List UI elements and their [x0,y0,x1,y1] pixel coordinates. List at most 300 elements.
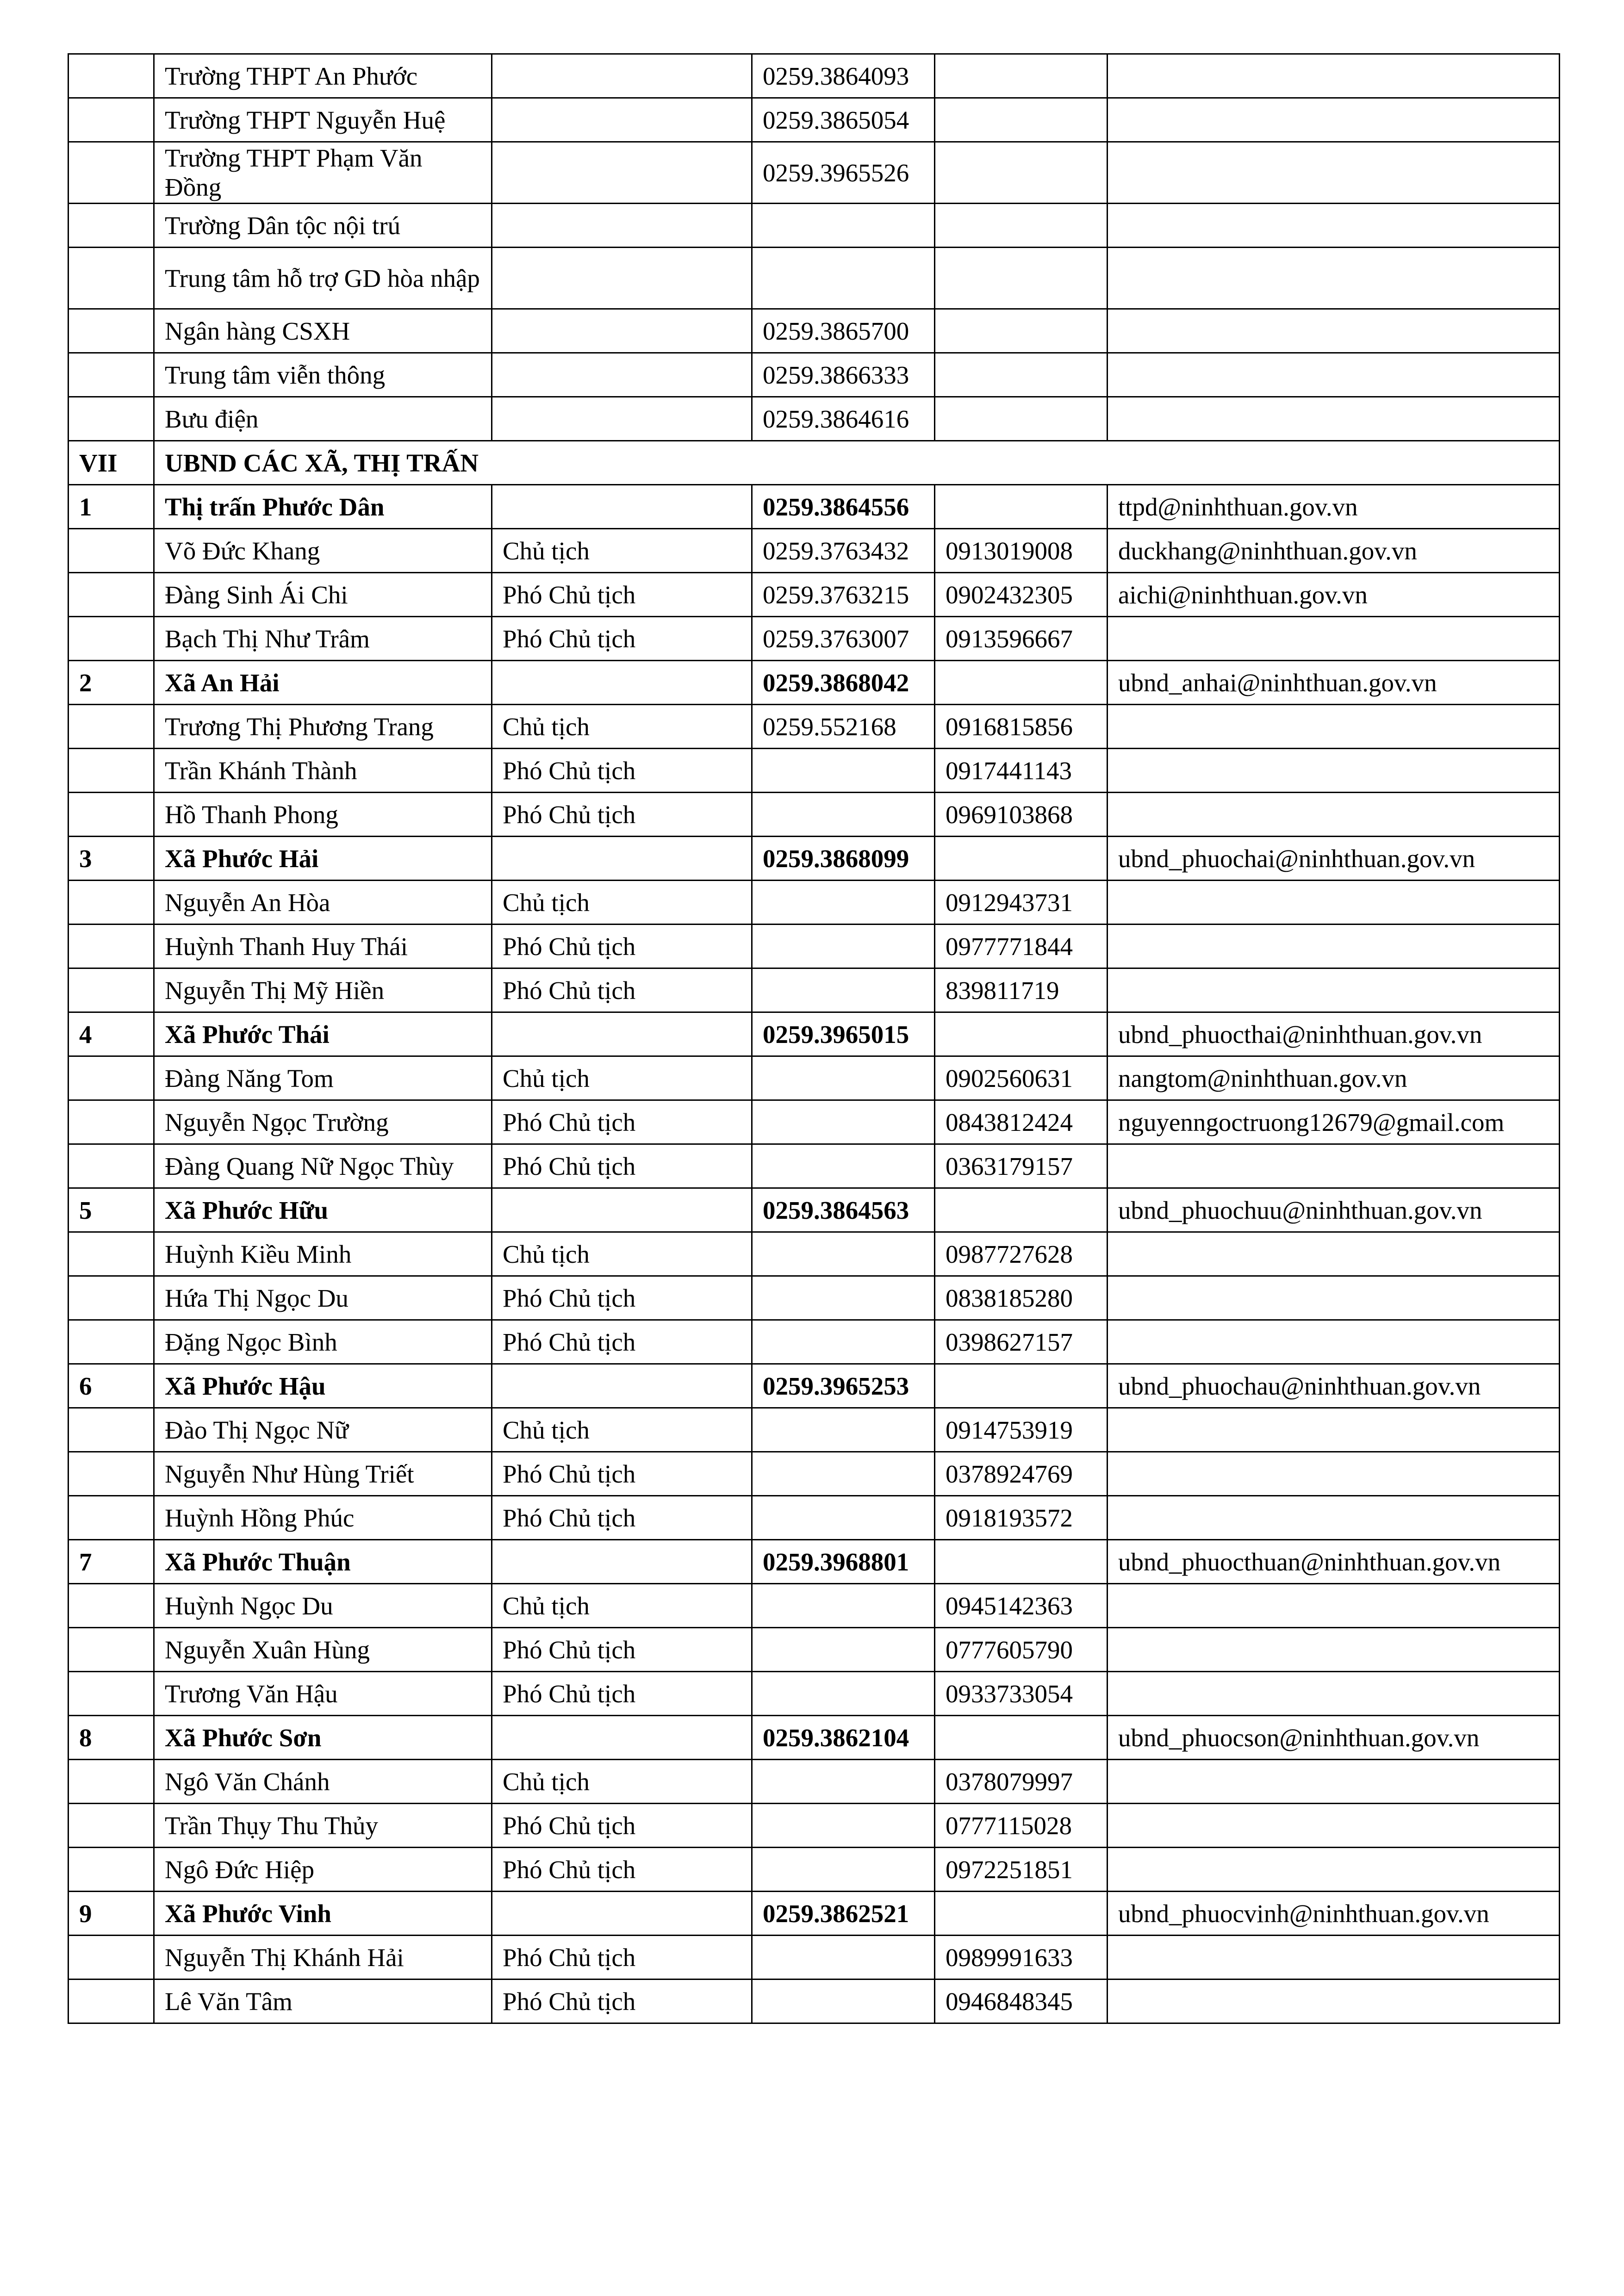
mobile-phone-cell [935,309,1108,353]
office-phone-cell: 0259.3865700 [752,309,935,353]
organization-name-cell: Trường THPT An Phước [154,54,492,98]
member-name-cell: Bạch Thị Như Trâm [154,617,492,661]
unit-email-cell: ttpd@ninhthuan.gov.vn [1108,485,1560,529]
row-index-cell [68,1672,154,1716]
unit-number-cell: 8 [68,1716,154,1760]
unit-phone-cell: 0259.3968801 [752,1540,935,1584]
row-index-cell [68,54,154,98]
organization-name-cell: Trung tâm hỗ trợ GD hòa nhập [154,248,492,309]
row-index-cell [68,1496,154,1540]
member-office-phone-cell: 0259.3763215 [752,573,935,617]
member-role-cell: Phó Chủ tịch [492,1144,752,1188]
row-index-cell [68,749,154,793]
position-cell [492,1188,752,1232]
unit-number-cell: 5 [68,1188,154,1232]
member-row [68,1452,1560,1496]
email-cell [1108,248,1560,309]
unit-name-cell: Xã Phước Hải [154,837,492,881]
member-email-cell [1108,881,1560,925]
row-index-cell [68,1760,154,1804]
row-index-cell [68,617,154,661]
unit-name-cell: Xã Phước Hữu [154,1188,492,1232]
member-row [68,793,1560,837]
member-name-cell: Trương Văn Hậu [154,1672,492,1716]
member-office-phone-cell [752,1936,935,1980]
table-row [68,204,1560,248]
member-office-phone-cell [752,1672,935,1716]
member-name-cell: Ngô Đức Hiệp [154,1848,492,1892]
row-index-cell [68,1144,154,1188]
member-email-cell [1108,1408,1560,1452]
member-name-cell: Đàng Năng Tom [154,1056,492,1100]
position-cell [492,661,752,705]
member-office-phone-cell [752,1980,935,2023]
unit-header-row [68,1012,1560,1056]
member-email-cell: nangtom@ninhthuan.gov.vn [1108,1056,1560,1100]
mobile-phone-cell [935,1892,1108,1936]
section-title-cell: UBND CÁC XÃ, THỊ TRẤN [154,441,1560,485]
member-role-cell: Phó Chủ tịch [492,1496,752,1540]
member-email-cell [1108,1804,1560,1848]
row-index-cell [68,397,154,441]
member-row [68,529,1560,573]
member-name-cell: Hứa Thị Ngọc Du [154,1276,492,1320]
member-role-cell: Phó Chủ tịch [492,749,752,793]
member-name-cell: Nguyễn Xuân Hùng [154,1628,492,1672]
position-cell [492,837,752,881]
member-role-cell: Chủ tịch [492,1056,752,1100]
position-cell [492,1364,752,1408]
mobile-phone-cell [935,485,1108,529]
unit-phone-cell: 0259.3862104 [752,1716,935,1760]
member-mobile-cell: 0363179157 [935,1144,1108,1188]
row-index-cell [68,1584,154,1628]
member-office-phone-cell [752,968,935,1012]
member-row [68,1936,1560,1980]
member-office-phone-cell: 0259.3763007 [752,617,935,661]
member-email-cell [1108,705,1560,749]
unit-name-cell: Xã Phước Hậu [154,1364,492,1408]
member-mobile-cell: 0946848345 [935,1980,1108,2023]
member-row [68,1496,1560,1540]
mobile-phone-cell [935,54,1108,98]
mobile-phone-cell [935,1364,1108,1408]
position-cell [492,485,752,529]
mobile-phone-cell [935,1716,1108,1760]
member-role-cell: Phó Chủ tịch [492,1100,752,1144]
unit-header-row [68,1188,1560,1232]
member-mobile-cell: 0378924769 [935,1452,1108,1496]
member-row [68,705,1560,749]
member-email-cell: nguyenngoctruong12679@gmail.com [1108,1100,1560,1144]
member-role-cell: Phó Chủ tịch [492,925,752,968]
member-name-cell: Trần Thụy Thu Thủy [154,1804,492,1848]
member-name-cell: Huỳnh Kiều Minh [154,1232,492,1276]
member-email-cell [1108,1496,1560,1540]
table-row [68,142,1560,204]
unit-name-cell: Thị trấn Phước Dân [154,485,492,529]
unit-number-cell: 6 [68,1364,154,1408]
member-name-cell: Huỳnh Thanh Huy Thái [154,925,492,968]
row-index-cell [68,925,154,968]
unit-phone-cell: 0259.3868042 [752,661,935,705]
member-name-cell: Võ Đức Khang [154,529,492,573]
member-role-cell: Phó Chủ tịch [492,573,752,617]
unit-name-cell: Xã Phước Thái [154,1012,492,1056]
office-phone-cell: 0259.3965526 [752,142,935,204]
member-office-phone-cell [752,881,935,925]
member-mobile-cell: 0914753919 [935,1408,1108,1452]
row-index-cell [68,1936,154,1980]
member-name-cell: Trương Thị Phương Trang [154,705,492,749]
email-cell [1108,204,1560,248]
member-role-cell: Chủ tịch [492,1760,752,1804]
member-row [68,1100,1560,1144]
member-role-cell: Phó Chủ tịch [492,1804,752,1848]
member-role-cell: Phó Chủ tịch [492,1276,752,1320]
member-row [68,1584,1560,1628]
member-role-cell: Phó Chủ tịch [492,1936,752,1980]
member-office-phone-cell: 0259.3763432 [752,529,935,573]
member-mobile-cell: 0913019008 [935,529,1108,573]
member-role-cell: Chủ tịch [492,705,752,749]
member-name-cell: Ngô Văn Chánh [154,1760,492,1804]
member-role-cell: Phó Chủ tịch [492,617,752,661]
row-index-cell [68,968,154,1012]
table-row [68,353,1560,397]
unit-email-cell: ubnd_anhai@ninhthuan.gov.vn [1108,661,1560,705]
member-email-cell [1108,1144,1560,1188]
member-mobile-cell: 0987727628 [935,1232,1108,1276]
organization-name-cell: Trường Dân tộc nội trú [154,204,492,248]
member-row [68,925,1560,968]
member-office-phone-cell [752,1452,935,1496]
member-name-cell: Huỳnh Hồng Phúc [154,1496,492,1540]
member-mobile-cell: 839811719 [935,968,1108,1012]
member-row [68,1408,1560,1452]
member-mobile-cell: 0777115028 [935,1804,1108,1848]
member-email-cell [1108,1320,1560,1364]
section-index-cell: VII [68,441,154,485]
unit-email-cell: ubnd_phuocvinh@ninhthuan.gov.vn [1108,1892,1560,1936]
member-office-phone-cell [752,1056,935,1100]
directory-table [68,53,1560,2024]
unit-header-row [68,1716,1560,1760]
member-row [68,1628,1560,1672]
table-row [68,54,1560,98]
row-index-cell [68,1804,154,1848]
mobile-phone-cell [935,204,1108,248]
row-index-cell [68,142,154,204]
table-row [68,98,1560,142]
unit-header-row [68,1892,1560,1936]
member-email-cell [1108,968,1560,1012]
mobile-phone-cell [935,98,1108,142]
member-name-cell: Đặng Ngọc Bình [154,1320,492,1364]
member-email-cell [1108,1760,1560,1804]
section-header-row [68,441,1560,485]
member-office-phone-cell [752,1320,935,1364]
unit-header-row [68,661,1560,705]
unit-name-cell: Xã An Hải [154,661,492,705]
member-name-cell: Đàng Sinh Ái Chi [154,573,492,617]
member-name-cell: Đàng Quang Nữ Ngọc Thùy [154,1144,492,1188]
member-role-cell: Phó Chủ tịch [492,1320,752,1364]
position-cell [492,204,752,248]
member-email-cell [1108,793,1560,837]
row-index-cell [68,98,154,142]
member-row [68,1232,1560,1276]
mobile-phone-cell [935,1012,1108,1056]
mobile-phone-cell [935,1540,1108,1584]
unit-number-cell: 4 [68,1012,154,1056]
member-mobile-cell: 0777605790 [935,1628,1108,1672]
member-row [68,1980,1560,2023]
organization-name-cell: Bưu điện [154,397,492,441]
member-email-cell [1108,1452,1560,1496]
member-mobile-cell: 0918193572 [935,1496,1108,1540]
member-row [68,1672,1560,1716]
row-index-cell [68,1848,154,1892]
row-index-cell [68,1100,154,1144]
unit-email-cell: ubnd_phuocson@ninhthuan.gov.vn [1108,1716,1560,1760]
member-role-cell: Chủ tịch [492,881,752,925]
organization-name-cell: Trường THPT Nguyễn Huệ [154,98,492,142]
member-mobile-cell: 0902432305 [935,573,1108,617]
member-mobile-cell: 0933733054 [935,1672,1108,1716]
mobile-phone-cell [935,1188,1108,1232]
unit-phone-cell: 0259.3864556 [752,485,935,529]
member-mobile-cell: 0912943731 [935,881,1108,925]
position-cell [492,142,752,204]
office-phone-cell: 0259.3866333 [752,353,935,397]
unit-number-cell: 9 [68,1892,154,1936]
member-name-cell: Nguyễn Thị Mỹ Hiền [154,968,492,1012]
row-index-cell [68,1056,154,1100]
row-index-cell [68,573,154,617]
unit-email-cell: ubnd_phuocthuan@ninhthuan.gov.vn [1108,1540,1560,1584]
member-email-cell: aichi@ninhthuan.gov.vn [1108,573,1560,617]
member-office-phone-cell [752,1804,935,1848]
mobile-phone-cell [935,397,1108,441]
member-row [68,749,1560,793]
member-email-cell [1108,1936,1560,1980]
row-index-cell [68,204,154,248]
member-name-cell: Đào Thị Ngọc Nữ [154,1408,492,1452]
member-role-cell: Phó Chủ tịch [492,1980,752,2023]
unit-phone-cell: 0259.3862521 [752,1892,935,1936]
member-email-cell [1108,1276,1560,1320]
member-mobile-cell: 0838185280 [935,1276,1108,1320]
member-name-cell: Lê Văn Tâm [154,1980,492,2023]
member-name-cell: Nguyễn Thị Khánh Hải [154,1936,492,1980]
member-office-phone-cell [752,1496,935,1540]
office-phone-cell [752,204,935,248]
email-cell [1108,309,1560,353]
member-row [68,1848,1560,1892]
member-mobile-cell: 0843812424 [935,1100,1108,1144]
unit-number-cell: 1 [68,485,154,529]
member-email-cell [1108,925,1560,968]
member-row [68,1320,1560,1364]
mobile-phone-cell [935,837,1108,881]
member-email-cell [1108,1980,1560,2023]
member-name-cell: Trần Khánh Thành [154,749,492,793]
member-row [68,1144,1560,1188]
member-role-cell: Phó Chủ tịch [492,1452,752,1496]
member-role-cell: Phó Chủ tịch [492,1848,752,1892]
member-role-cell: Phó Chủ tịch [492,1672,752,1716]
unit-header-row [68,1364,1560,1408]
mobile-phone-cell [935,661,1108,705]
mobile-phone-cell [935,353,1108,397]
mobile-phone-cell [935,248,1108,309]
row-index-cell [68,1980,154,2023]
email-cell [1108,54,1560,98]
unit-number-cell: 2 [68,661,154,705]
member-name-cell: Nguyễn Ngọc Trường [154,1100,492,1144]
member-row [68,1276,1560,1320]
unit-phone-cell: 0259.3965015 [752,1012,935,1056]
organization-name-cell: Ngân hàng CSXH [154,309,492,353]
member-role-cell: Chủ tịch [492,1408,752,1452]
email-cell [1108,397,1560,441]
member-email-cell [1108,749,1560,793]
member-office-phone-cell [752,1144,935,1188]
unit-number-cell: 3 [68,837,154,881]
email-cell [1108,142,1560,204]
position-cell [492,1892,752,1936]
unit-name-cell: Xã Phước Vinh [154,1892,492,1936]
unit-email-cell: ubnd_phuochai@ninhthuan.gov.vn [1108,837,1560,881]
member-role-cell: Chủ tịch [492,1232,752,1276]
position-cell [492,98,752,142]
member-office-phone-cell: 0259.552168 [752,705,935,749]
member-role-cell: Phó Chủ tịch [492,793,752,837]
member-mobile-cell: 0378079997 [935,1760,1108,1804]
office-phone-cell [752,248,935,309]
position-cell [492,353,752,397]
row-index-cell [68,793,154,837]
position-cell [492,248,752,309]
unit-name-cell: Xã Phước Thuận [154,1540,492,1584]
mobile-phone-cell [935,142,1108,204]
position-cell [492,1716,752,1760]
unit-email-cell: ubnd_phuochau@ninhthuan.gov.vn [1108,1364,1560,1408]
row-index-cell [68,881,154,925]
office-phone-cell: 0259.3864093 [752,54,935,98]
member-mobile-cell: 0398627157 [935,1320,1108,1364]
unit-header-row [68,837,1560,881]
row-index-cell [68,1320,154,1364]
member-row [68,1056,1560,1100]
directory-table-body [68,54,1560,2023]
member-row [68,1804,1560,1848]
member-email-cell [1108,1672,1560,1716]
unit-header-row [68,485,1560,529]
email-cell [1108,98,1560,142]
member-email-cell [1108,1584,1560,1628]
row-index-cell [68,529,154,573]
member-role-cell: Chủ tịch [492,529,752,573]
member-role-cell: Phó Chủ tịch [492,968,752,1012]
position-cell [492,309,752,353]
member-office-phone-cell [752,749,935,793]
row-index-cell [68,1628,154,1672]
position-cell [492,1540,752,1584]
position-cell [492,1012,752,1056]
member-office-phone-cell [752,793,935,837]
row-index-cell [68,705,154,749]
member-mobile-cell: 0972251851 [935,1848,1108,1892]
row-index-cell [68,1276,154,1320]
member-row [68,968,1560,1012]
member-office-phone-cell [752,1232,935,1276]
member-mobile-cell: 0913596667 [935,617,1108,661]
member-mobile-cell: 0945142363 [935,1584,1108,1628]
organization-name-cell: Trường THPT Phạm Văn Đồng [154,142,492,204]
member-office-phone-cell [752,1276,935,1320]
table-row [68,397,1560,441]
member-role-cell: Phó Chủ tịch [492,1628,752,1672]
member-name-cell: Nguyễn Như Hùng Triết [154,1452,492,1496]
member-office-phone-cell [752,1100,935,1144]
unit-email-cell: ubnd_phuochuu@ninhthuan.gov.vn [1108,1188,1560,1232]
table-row [68,309,1560,353]
member-name-cell: Hồ Thanh Phong [154,793,492,837]
member-email-cell [1108,1232,1560,1276]
position-cell [492,54,752,98]
member-row [68,573,1560,617]
member-row [68,881,1560,925]
member-mobile-cell: 0977771844 [935,925,1108,968]
member-email-cell [1108,1628,1560,1672]
office-phone-cell: 0259.3864616 [752,397,935,441]
position-cell [492,397,752,441]
email-cell [1108,353,1560,397]
member-office-phone-cell [752,1408,935,1452]
unit-phone-cell: 0259.3868099 [752,837,935,881]
row-index-cell [68,1232,154,1276]
unit-number-cell: 7 [68,1540,154,1584]
unit-email-cell: ubnd_phuocthai@ninhthuan.gov.vn [1108,1012,1560,1056]
member-name-cell: Nguyễn An Hòa [154,881,492,925]
row-index-cell [68,1408,154,1452]
member-email-cell [1108,1848,1560,1892]
member-mobile-cell: 0969103868 [935,793,1108,837]
member-mobile-cell: 0989991633 [935,1936,1108,1980]
member-mobile-cell: 0917441143 [935,749,1108,793]
unit-header-row [68,1540,1560,1584]
member-email-cell [1108,617,1560,661]
member-office-phone-cell [752,1848,935,1892]
unit-phone-cell: 0259.3965253 [752,1364,935,1408]
unit-name-cell: Xã Phước Sơn [154,1716,492,1760]
member-mobile-cell: 0902560631 [935,1056,1108,1100]
row-index-cell [68,248,154,309]
row-index-cell [68,1452,154,1496]
member-email-cell: duckhang@ninhthuan.gov.vn [1108,529,1560,573]
member-mobile-cell: 0916815856 [935,705,1108,749]
unit-phone-cell: 0259.3864563 [752,1188,935,1232]
member-name-cell: Huỳnh Ngọc Du [154,1584,492,1628]
member-row [68,617,1560,661]
office-phone-cell: 0259.3865054 [752,98,935,142]
member-office-phone-cell [752,1584,935,1628]
member-role-cell: Chủ tịch [492,1584,752,1628]
row-index-cell [68,309,154,353]
member-row [68,1760,1560,1804]
